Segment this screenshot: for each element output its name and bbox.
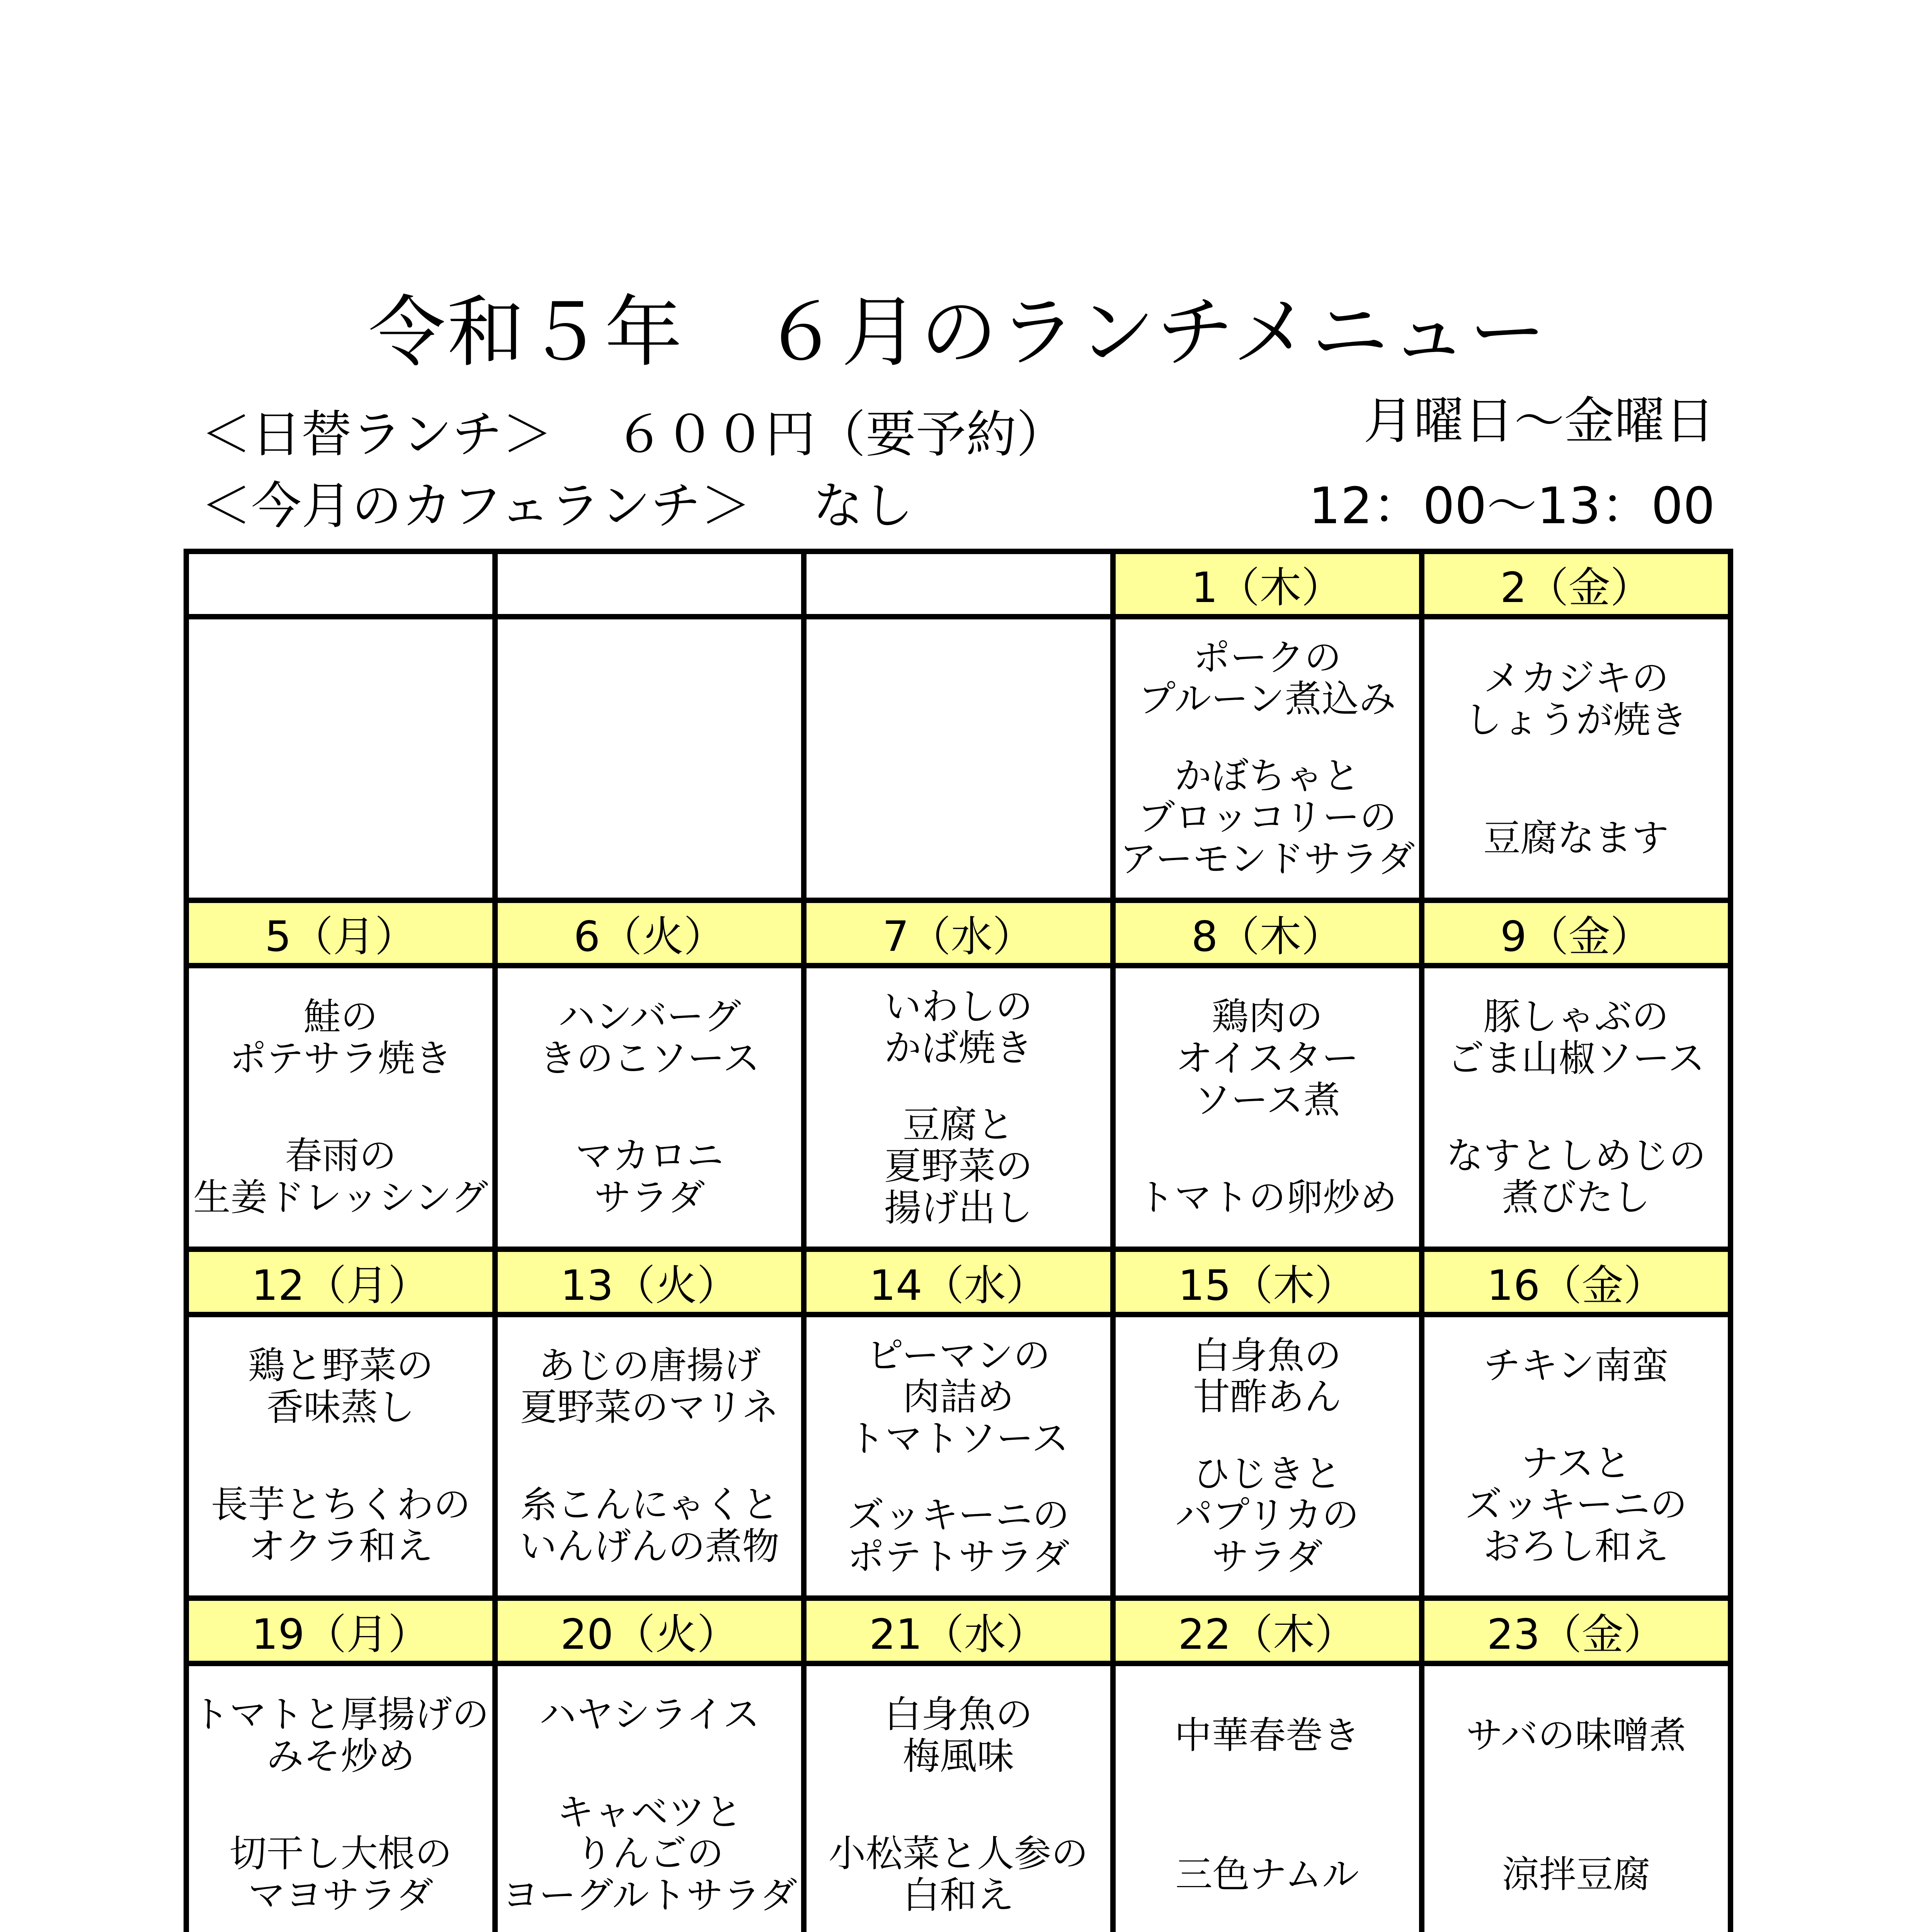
main-dish: あじの唐揚げ 夏野菜のマリネ <box>520 1344 779 1429</box>
side-dish: 切干し大根の マヨサラダ <box>229 1832 452 1917</box>
main-dish: 白身魚の 甘酢あん <box>1193 1333 1342 1419</box>
date-cell: 16（金） <box>1422 1249 1731 1315</box>
date-row <box>186 1249 1731 1315</box>
cafe-lunch-line <box>201 466 914 538</box>
side-dish: 春雨の 生姜ドレッシング <box>193 1134 488 1219</box>
menu-cell <box>495 617 804 900</box>
main-dish: いわしの かば焼き <box>884 985 1033 1070</box>
date-cell <box>186 551 495 617</box>
daily-lunch-label: ＜日替ランチ＞ <box>201 405 553 464</box>
date-cell: 21（水） <box>804 1598 1113 1663</box>
side-dish: かぼちゃと ブロッコリーの アーモンドサラダ <box>1120 754 1415 881</box>
menu-cell <box>804 966 1113 1249</box>
main-dish: サバの味噌煮 <box>1466 1714 1686 1757</box>
date-cell: 20（火） <box>495 1598 804 1663</box>
menu-row <box>186 966 1731 1249</box>
open-hours: 12：00～13：00 <box>1309 476 1715 535</box>
menu-cell <box>1113 1315 1422 1598</box>
menu-cell <box>804 617 1113 900</box>
menu-row <box>186 617 1731 900</box>
date-row <box>186 551 1731 617</box>
menu-calendar <box>184 549 1733 1932</box>
main-dish: 白身魚の 梅風味 <box>884 1693 1033 1778</box>
main-dish: 豚しゃぶの ごま山椒ソース <box>1447 995 1705 1080</box>
side-dish: ズッキーニの ポテトサラダ <box>847 1493 1070 1578</box>
date-cell: 13（火） <box>495 1249 804 1315</box>
side-dish: 豆腐なます <box>1483 816 1669 860</box>
date-cell: 1（木） <box>1113 551 1422 617</box>
main-dish: 鶏肉の オイスター ソース煮 <box>1176 995 1359 1122</box>
date-cell <box>804 551 1113 617</box>
date-cell: 8（木） <box>1113 900 1422 966</box>
date-cell: 9（金） <box>1422 900 1731 966</box>
cafe-lunch-label: ＜今月のカフェランチ＞ <box>201 476 751 535</box>
main-dish: 中華春巻き <box>1174 1714 1360 1757</box>
side-dish: 三色ナムル <box>1175 1853 1359 1896</box>
menu-cell <box>1113 617 1422 900</box>
main-dish: ピーマンの 肉詰め トマトソース <box>848 1333 1069 1460</box>
menu-cell <box>495 966 804 1249</box>
menu-cell <box>495 1315 804 1598</box>
cafe-lunch-value: なし <box>813 476 914 535</box>
main-dish: チキン南蛮 <box>1483 1344 1669 1388</box>
side-dish: なすとしめじの 煮びたし <box>1446 1134 1706 1219</box>
side-dish: キャベツと りんごの ヨーグルトサラダ <box>502 1790 797 1917</box>
date-row <box>186 900 1731 966</box>
main-dish: ハンバーグ きのこソース <box>539 995 760 1080</box>
side-dish: 小松菜と人参の 白和え <box>828 1832 1088 1917</box>
side-dish: ナスと ズッキーニの おろし和え <box>1465 1441 1687 1568</box>
side-dish: トマトの卵炒め <box>1137 1176 1397 1219</box>
daily-lunch-line <box>201 394 1067 466</box>
side-dish: マカロニ サラダ <box>575 1134 724 1219</box>
date-cell: 12（月） <box>186 1249 495 1315</box>
date-cell: 6（火） <box>495 900 804 966</box>
main-dish: 鮭の ポテサラ焼き <box>229 995 452 1080</box>
menu-cell <box>1422 617 1731 900</box>
side-dish: 糸こんにゃくと いんげんの煮物 <box>519 1483 779 1568</box>
main-dish: ハヤシライス <box>539 1693 760 1736</box>
main-dish: ポークの プルーン煮込み <box>1138 636 1396 721</box>
main-dish: メカジキの しょうが焼き <box>1465 656 1688 742</box>
menu-cell <box>1422 966 1731 1249</box>
side-dish: 長芋とちくわの オクラ和え <box>211 1483 471 1568</box>
menu-cell <box>804 1315 1113 1598</box>
date-cell: 15（木） <box>1113 1249 1422 1315</box>
date-row <box>186 1598 1731 1663</box>
menu-cell <box>804 1663 1113 1932</box>
menu-cell <box>1422 1663 1731 1932</box>
menu-cell <box>1113 966 1422 1249</box>
side-dish: 豆腐と 夏野菜の 揚げ出し <box>884 1103 1033 1230</box>
menu-cell <box>1113 1663 1422 1932</box>
menu-cell <box>186 966 495 1249</box>
date-cell: 7（水） <box>804 900 1113 966</box>
main-dish: トマトと厚揚げの みそ炒め <box>192 1693 489 1778</box>
menu-cell <box>1422 1315 1731 1598</box>
daily-lunch-price: ６００円（要予約） <box>614 405 1067 464</box>
date-cell: 2（金） <box>1422 551 1731 617</box>
main-dish: 鶏と野菜の 香味蒸し <box>248 1344 434 1429</box>
date-cell: 5（月） <box>186 900 495 966</box>
side-dish: 涼拌豆腐 <box>1502 1853 1651 1896</box>
date-cell: 19（月） <box>186 1598 495 1663</box>
side-dish: ひじきと パプリカの サラダ <box>1175 1452 1359 1578</box>
menu-row <box>186 1315 1731 1598</box>
menu-cell <box>186 1315 495 1598</box>
date-cell: 22（木） <box>1113 1598 1422 1663</box>
menu-cell <box>186 617 495 900</box>
menu-cell <box>186 1663 495 1932</box>
date-cell <box>495 551 804 617</box>
open-days: 月曜日～金曜日 <box>1363 391 1715 450</box>
page-title: 令和５年 ６月のランチメニュー <box>368 287 1548 378</box>
menu-cell <box>495 1663 804 1932</box>
date-cell: 14（水） <box>804 1249 1113 1315</box>
date-cell: 23（金） <box>1422 1598 1731 1663</box>
menu-row <box>186 1663 1731 1932</box>
